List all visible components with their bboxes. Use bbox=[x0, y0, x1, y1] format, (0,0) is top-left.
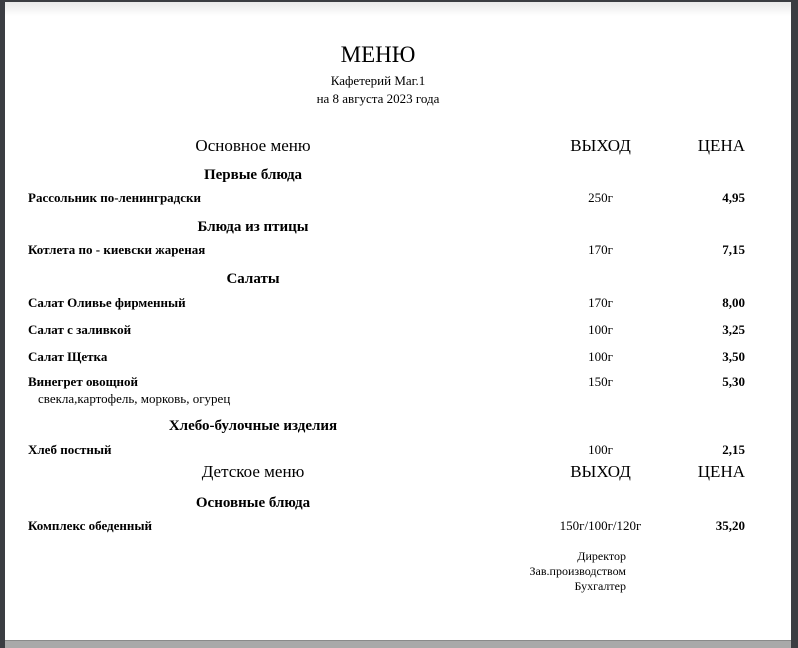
signature-line-production-manager: Зав.производством bbox=[529, 564, 626, 578]
item-out: 100г bbox=[588, 349, 613, 364]
signature-line-director: Директор bbox=[577, 549, 626, 563]
item-out: 170г bbox=[588, 295, 613, 310]
item-out: 150г bbox=[588, 374, 613, 389]
column-header-price: ЦЕНА bbox=[697, 462, 745, 481]
menu-item-row bbox=[28, 348, 745, 365]
section-title: Первые блюда bbox=[203, 167, 303, 183]
item-out: 100г bbox=[588, 322, 613, 337]
kids-menu-title: Детское меню bbox=[201, 462, 305, 481]
menu-item-row bbox=[28, 441, 745, 458]
section-header-pervye-blyuda bbox=[28, 165, 745, 185]
section-title: Хлебо-булочные изделия bbox=[168, 418, 338, 434]
column-header-out: ВЫХОД bbox=[570, 462, 631, 481]
item-price: 35,20 bbox=[715, 518, 745, 533]
item-name: Рассольник по-ленинградски bbox=[28, 190, 202, 205]
kids-menu-header-row bbox=[28, 461, 745, 484]
kids-menu-title-cell bbox=[28, 461, 528, 484]
item-name: Салат Оливье фирменный bbox=[28, 295, 186, 310]
item-out: 170г bbox=[588, 242, 613, 257]
menu-item-row bbox=[28, 321, 745, 338]
horizontal-scrollbar-track[interactable] bbox=[5, 640, 791, 648]
column-header-out: ВЫХОД bbox=[570, 136, 631, 155]
menu-date: на 8 августа 2023 года bbox=[316, 91, 440, 106]
item-price: 8,00 bbox=[722, 295, 745, 310]
menu-item-row bbox=[28, 189, 745, 206]
main-menu-header-row bbox=[28, 135, 745, 158]
menu-document bbox=[28, 42, 745, 594]
cafeteria-name: Кафетерий Маг.1 bbox=[330, 73, 426, 88]
item-out: 100г bbox=[588, 442, 613, 457]
menu-item-row bbox=[28, 373, 745, 390]
item-out: 150г/100г/120г bbox=[559, 518, 642, 533]
item-name: Комплекс обеденный bbox=[28, 518, 153, 533]
main-menu-title-cell bbox=[28, 135, 528, 158]
section-title: Основные блюда bbox=[195, 495, 311, 511]
signature-block bbox=[28, 549, 626, 594]
column-header-price: ЦЕНА bbox=[697, 136, 745, 155]
section-header-osnovnye-blyuda bbox=[28, 493, 745, 513]
item-name: Салат с заливкой bbox=[28, 322, 132, 337]
section-header-blyuda-iz-ptitsy bbox=[28, 217, 745, 237]
item-price: 7,15 bbox=[722, 242, 745, 257]
item-name: Котлета по - киевски жареная bbox=[28, 242, 206, 257]
item-price: 5,30 bbox=[722, 374, 745, 389]
menu-item-row bbox=[28, 294, 745, 311]
section-title: Блюда из птицы bbox=[197, 219, 309, 235]
main-menu-title: Основное меню bbox=[195, 136, 311, 155]
item-price: 3,25 bbox=[722, 322, 745, 337]
document-page bbox=[5, 2, 791, 641]
page-title: МЕНЮ bbox=[340, 42, 416, 67]
item-name: Хлеб постный bbox=[28, 442, 112, 457]
item-out: 250г bbox=[588, 190, 613, 205]
item-price: 2,15 bbox=[722, 442, 745, 457]
item-price: 4,95 bbox=[722, 190, 745, 205]
item-price: 3,50 bbox=[722, 349, 745, 364]
menu-item-row bbox=[28, 241, 745, 258]
item-description: свекла,картофель, морковь, огурец bbox=[38, 391, 231, 406]
item-name: Винегрет овощной bbox=[28, 374, 139, 389]
section-header-salaty bbox=[28, 269, 745, 289]
signature-line-accountant: Бухгалтер bbox=[574, 579, 626, 593]
item-name: Салат Щетка bbox=[28, 349, 108, 364]
section-header-khlebo-bulochnye bbox=[28, 416, 745, 436]
menu-item-row bbox=[28, 517, 745, 534]
section-title: Салаты bbox=[226, 271, 280, 287]
